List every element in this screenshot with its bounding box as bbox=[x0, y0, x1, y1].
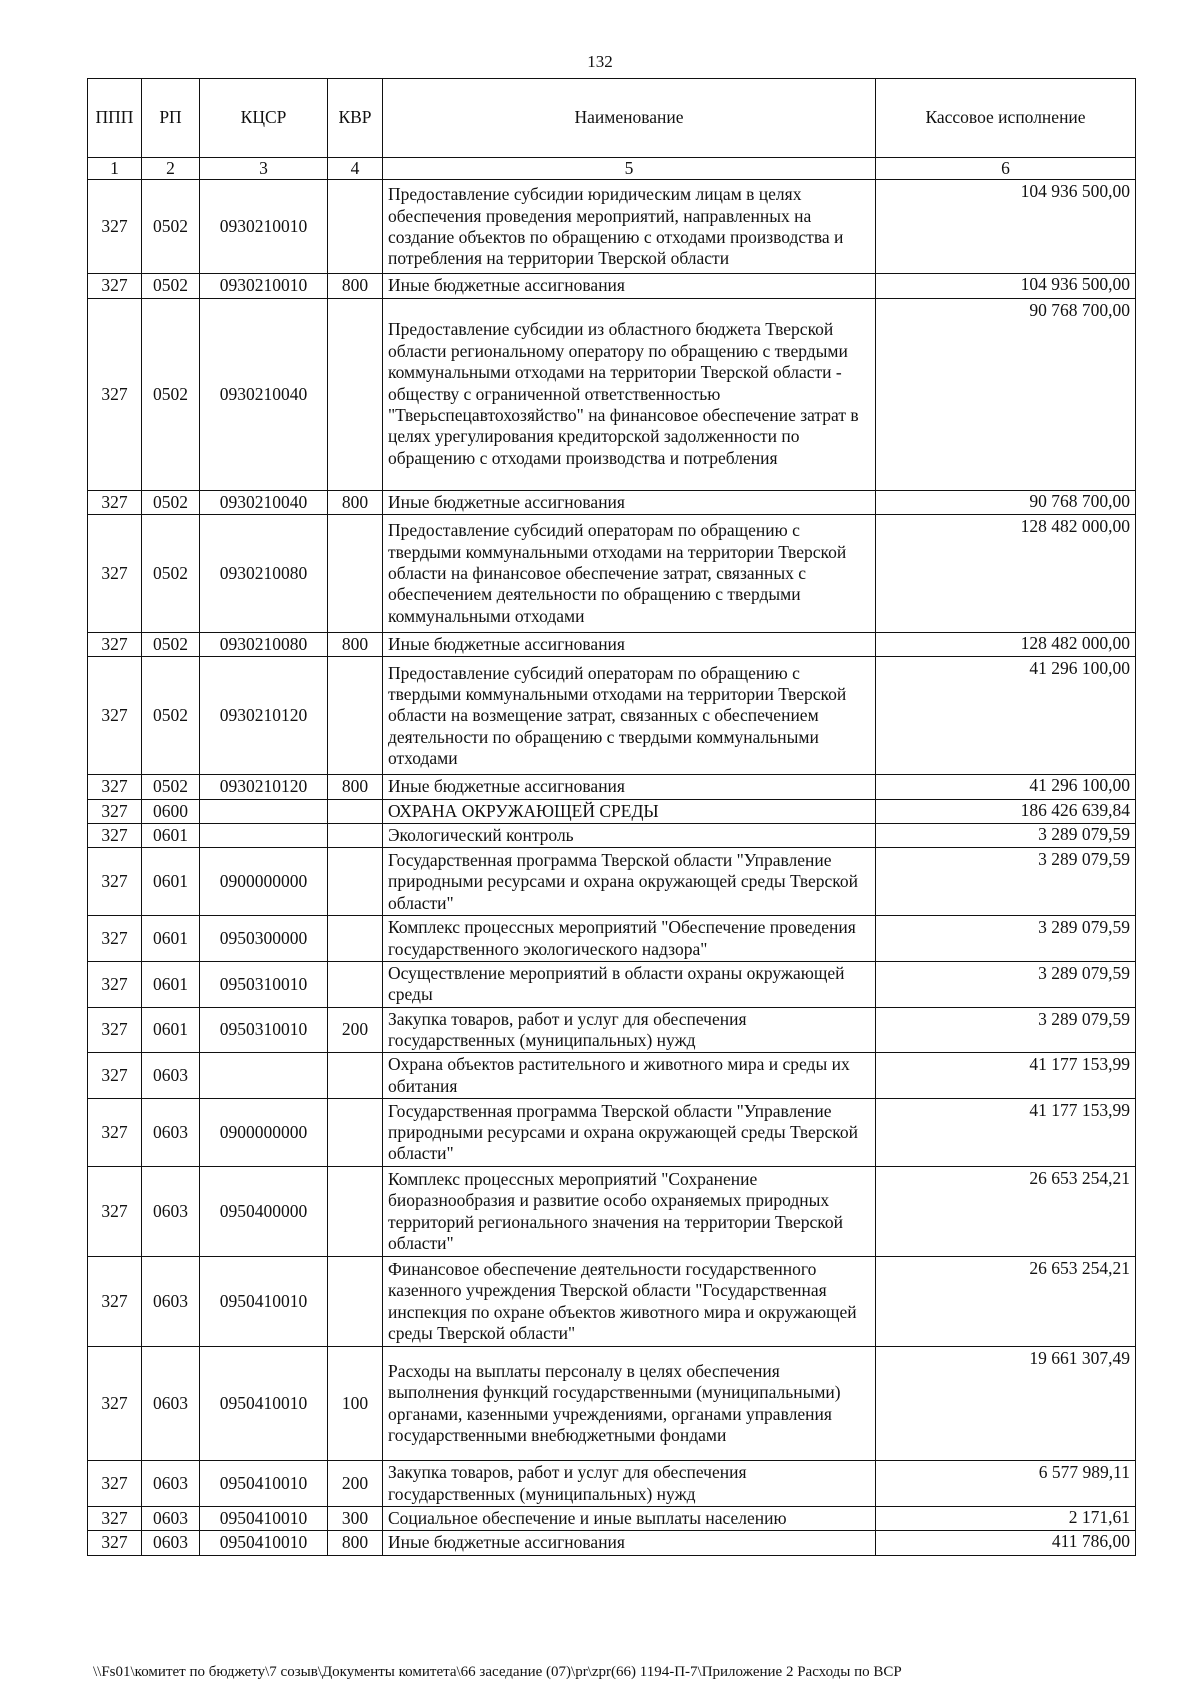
rp-cell: 0603 bbox=[142, 1347, 200, 1461]
kvr-cell: 800 bbox=[328, 775, 383, 799]
header-rp: РП bbox=[142, 79, 200, 158]
kcsr-cell bbox=[200, 799, 328, 823]
table-row bbox=[88, 1461, 1136, 1507]
header-amount: Кассовое исполнение bbox=[876, 79, 1136, 158]
ppp-cell: 327 bbox=[88, 962, 142, 1008]
amount-cell: 3 289 079,59 bbox=[876, 1007, 1136, 1053]
table-row bbox=[88, 1257, 1136, 1347]
rp-cell: 0502 bbox=[142, 633, 200, 657]
kvr-cell: 300 bbox=[328, 1506, 383, 1530]
table-header-row bbox=[88, 79, 1136, 158]
ppp-cell: 327 bbox=[88, 657, 142, 775]
kcsr-cell: 0930210010 bbox=[200, 274, 328, 298]
kvr-cell bbox=[328, 962, 383, 1008]
rp-cell: 0502 bbox=[142, 180, 200, 274]
name-cell: ОХРАНА ОКРУЖАЮЩЕЙ СРЕДЫ bbox=[383, 799, 876, 823]
rp-cell: 0502 bbox=[142, 657, 200, 775]
name-cell: Финансовое обеспечение деятельности государственного казенного учреждения Тверской области "Государственная инспекция по охране объектов животного мира и окружающей среды Тверской области" bbox=[383, 1257, 876, 1347]
table-row bbox=[88, 799, 1136, 823]
ppp-cell: 327 bbox=[88, 824, 142, 848]
kvr-cell: 200 bbox=[328, 1007, 383, 1053]
amount-cell: 19 661 307,49 bbox=[876, 1347, 1136, 1461]
name-cell: Социальное обеспечение и иные выплаты населению bbox=[383, 1506, 876, 1530]
kcsr-cell: 0950410010 bbox=[200, 1257, 328, 1347]
name-cell: Предоставление субсидий операторам по обращению с твердыми коммунальными отходами на территории Тверской области на финансовое обеспечение затрат, связанных с обеспечением деятельности по обращению с твердыми коммунальными отходами bbox=[383, 515, 876, 633]
ppp-cell: 327 bbox=[88, 1167, 142, 1257]
header-name: Наименование bbox=[383, 79, 876, 158]
ppp-cell: 327 bbox=[88, 1099, 142, 1167]
table-row bbox=[88, 180, 1136, 274]
kvr-cell bbox=[328, 657, 383, 775]
kcsr-cell: 0900000000 bbox=[200, 1099, 328, 1167]
kcsr-cell: 0950410010 bbox=[200, 1347, 328, 1461]
table-row bbox=[88, 1053, 1136, 1099]
rp-cell: 0603 bbox=[142, 1531, 200, 1555]
ppp-cell: 327 bbox=[88, 1007, 142, 1053]
table-row bbox=[88, 916, 1136, 962]
amount-cell: 128 482 000,00 bbox=[876, 633, 1136, 657]
rp-cell: 0603 bbox=[142, 1167, 200, 1257]
name-cell: Закупка товаров, работ и услуг для обеспечения государственных (муниципальных) нужд bbox=[383, 1007, 876, 1053]
page-number: 132 bbox=[587, 52, 613, 71]
name-cell: Закупка товаров, работ и услуг для обеспечения государственных (муниципальных) нужд bbox=[383, 1461, 876, 1507]
table-row bbox=[88, 848, 1136, 916]
table-row bbox=[88, 775, 1136, 799]
name-cell: Предоставление субсидий операторам по обращению с твердыми коммунальными отходами на территории Тверской области на возмещение затрат, связанных с обеспечением деятельности по обращению с твердыми коммунальными отходами bbox=[383, 657, 876, 775]
rp-cell: 0603 bbox=[142, 1257, 200, 1347]
kvr-cell: 800 bbox=[328, 274, 383, 298]
rp-cell: 0601 bbox=[142, 848, 200, 916]
amount-cell: 6 577 989,11 bbox=[876, 1461, 1136, 1507]
kvr-cell bbox=[328, 1257, 383, 1347]
kcsr-cell: 0930210040 bbox=[200, 298, 328, 490]
table-row bbox=[88, 633, 1136, 657]
name-cell: Иные бюджетные ассигнования bbox=[383, 1531, 876, 1555]
kcsr-cell: 0930210120 bbox=[200, 775, 328, 799]
name-cell: Расходы на выплаты персоналу в целях обеспечения выполнения функций государственными (муниципальными) органами, казенными учреждениями, органами управления государственными внебюджетными фондами bbox=[383, 1347, 876, 1461]
name-cell: Предоставление субсидии из областного бюджета Тверской области региональному оператору по обращению с твердыми коммунальными отходами на территории Тверской области - обществу с ограниченной ответственностью "Тверьспецавтохозяйство" на финансовое обеспечение затрат в целях урегулирования кредиторской задолженности по обращению с отходами производства и потребления bbox=[383, 298, 876, 490]
kcsr-cell: 0950410010 bbox=[200, 1531, 328, 1555]
rp-cell: 0502 bbox=[142, 515, 200, 633]
table-row bbox=[88, 824, 1136, 848]
table-row bbox=[88, 1531, 1136, 1555]
kvr-cell: 800 bbox=[328, 633, 383, 657]
column-index: 4 bbox=[328, 158, 383, 180]
ppp-cell: 327 bbox=[88, 1531, 142, 1555]
ppp-cell: 327 bbox=[88, 274, 142, 298]
kvr-cell: 800 bbox=[328, 490, 383, 514]
table-row bbox=[88, 1007, 1136, 1053]
table-row bbox=[88, 1167, 1136, 1257]
rp-cell: 0502 bbox=[142, 274, 200, 298]
kvr-cell bbox=[328, 1167, 383, 1257]
table-row bbox=[88, 490, 1136, 514]
name-cell: Иные бюджетные ассигнования bbox=[383, 633, 876, 657]
table-row bbox=[88, 515, 1136, 633]
ppp-cell: 327 bbox=[88, 515, 142, 633]
ppp-cell: 327 bbox=[88, 1506, 142, 1530]
name-cell: Комплекс процессных мероприятий "Сохранение биоразнообразия и развитие особо охраняемых природных территорий регионального значения на территории Тверской области" bbox=[383, 1167, 876, 1257]
footer-file-path: \\Fs01\комитет по бюджету\7 созыв\Документы комитета\66 заседание (07)\pr\zpr(66) 1194-П-7\Приложение 2 Расходы по ВСР bbox=[93, 1664, 902, 1680]
kvr-cell: 100 bbox=[328, 1347, 383, 1461]
kcsr-cell: 0900000000 bbox=[200, 848, 328, 916]
rp-cell: 0603 bbox=[142, 1099, 200, 1167]
amount-cell: 90 768 700,00 bbox=[876, 490, 1136, 514]
rp-cell: 0502 bbox=[142, 490, 200, 514]
kvr-cell bbox=[328, 298, 383, 490]
ppp-cell: 327 bbox=[88, 1257, 142, 1347]
amount-cell: 41 177 153,99 bbox=[876, 1099, 1136, 1167]
amount-cell: 3 289 079,59 bbox=[876, 848, 1136, 916]
kvr-cell bbox=[328, 1053, 383, 1099]
table-row bbox=[88, 1347, 1136, 1461]
ppp-cell: 327 bbox=[88, 775, 142, 799]
name-cell: Комплекс процессных мероприятий "Обеспечение проведения государственного экологического надзора" bbox=[383, 916, 876, 962]
name-cell: Предоставление субсидии юридическим лицам в целях обеспечения проведения мероприятий, направленных на создание объектов по обращению с отходами производства и потребления на территории Тверской области bbox=[383, 180, 876, 274]
amount-cell: 41 177 153,99 bbox=[876, 1053, 1136, 1099]
kvr-cell bbox=[328, 515, 383, 633]
amount-cell: 26 653 254,21 bbox=[876, 1167, 1136, 1257]
name-cell: Осуществление мероприятий в области охраны окружающей среды bbox=[383, 962, 876, 1008]
name-cell: Экологический контроль bbox=[383, 824, 876, 848]
column-index: 2 bbox=[142, 158, 200, 180]
ppp-cell: 327 bbox=[88, 1461, 142, 1507]
amount-cell: 90 768 700,00 bbox=[876, 298, 1136, 490]
kvr-cell: 200 bbox=[328, 1461, 383, 1507]
kcsr-cell: 0950410010 bbox=[200, 1506, 328, 1530]
name-cell: Государственная программа Тверской области "Управление природными ресурсами и охрана окружающей среды Тверской области" bbox=[383, 1099, 876, 1167]
rp-cell: 0603 bbox=[142, 1506, 200, 1530]
column-index: 5 bbox=[383, 158, 876, 180]
kcsr-cell: 0930210010 bbox=[200, 180, 328, 274]
kvr-cell: 800 bbox=[328, 1531, 383, 1555]
kcsr-cell: 0930210120 bbox=[200, 657, 328, 775]
column-index: 1 bbox=[88, 158, 142, 180]
amount-cell: 411 786,00 bbox=[876, 1531, 1136, 1555]
amount-cell: 41 296 100,00 bbox=[876, 775, 1136, 799]
column-index: 6 bbox=[876, 158, 1136, 180]
table-row bbox=[88, 274, 1136, 298]
amount-cell: 128 482 000,00 bbox=[876, 515, 1136, 633]
kcsr-cell: 0930210040 bbox=[200, 490, 328, 514]
kvr-cell bbox=[328, 916, 383, 962]
kcsr-cell bbox=[200, 824, 328, 848]
kvr-cell bbox=[328, 824, 383, 848]
ppp-cell: 327 bbox=[88, 1053, 142, 1099]
ppp-cell: 327 bbox=[88, 1347, 142, 1461]
kvr-cell bbox=[328, 799, 383, 823]
ppp-cell: 327 bbox=[88, 633, 142, 657]
header-ppp: ППП bbox=[88, 79, 142, 158]
kcsr-cell: 0950310010 bbox=[200, 962, 328, 1008]
ppp-cell: 327 bbox=[88, 916, 142, 962]
kcsr-cell: 0950400000 bbox=[200, 1167, 328, 1257]
rp-cell: 0603 bbox=[142, 1461, 200, 1507]
kvr-cell bbox=[328, 180, 383, 274]
column-index: 3 bbox=[200, 158, 328, 180]
amount-cell: 186 426 639,84 bbox=[876, 799, 1136, 823]
name-cell: Иные бюджетные ассигнования bbox=[383, 490, 876, 514]
ppp-cell: 327 bbox=[88, 848, 142, 916]
kcsr-cell: 0950410010 bbox=[200, 1461, 328, 1507]
table-row bbox=[88, 1506, 1136, 1530]
ppp-cell: 327 bbox=[88, 298, 142, 490]
amount-cell: 104 936 500,00 bbox=[876, 274, 1136, 298]
header-kvr: КВР bbox=[328, 79, 383, 158]
ppp-cell: 327 bbox=[88, 799, 142, 823]
kcsr-cell: 0950300000 bbox=[200, 916, 328, 962]
rp-cell: 0601 bbox=[142, 962, 200, 1008]
rp-cell: 0600 bbox=[142, 799, 200, 823]
name-cell: Государственная программа Тверской области "Управление природными ресурсами и охрана окружающей среды Тверской области" bbox=[383, 848, 876, 916]
kcsr-cell: 0930210080 bbox=[200, 515, 328, 633]
name-cell: Охрана объектов растительного и животного мира и среды их обитания bbox=[383, 1053, 876, 1099]
column-index-row bbox=[88, 158, 1136, 180]
amount-cell: 3 289 079,59 bbox=[876, 916, 1136, 962]
amount-cell: 26 653 254,21 bbox=[876, 1257, 1136, 1347]
table-row bbox=[88, 657, 1136, 775]
header-kcsr: КЦСР bbox=[200, 79, 328, 158]
kvr-cell bbox=[328, 1099, 383, 1167]
kcsr-cell: 0930210080 bbox=[200, 633, 328, 657]
table-row bbox=[88, 298, 1136, 490]
rp-cell: 0603 bbox=[142, 1053, 200, 1099]
kcsr-cell: 0950310010 bbox=[200, 1007, 328, 1053]
name-cell: Иные бюджетные ассигнования bbox=[383, 274, 876, 298]
ppp-cell: 327 bbox=[88, 490, 142, 514]
rp-cell: 0601 bbox=[142, 1007, 200, 1053]
amount-cell: 104 936 500,00 bbox=[876, 180, 1136, 274]
name-cell: Иные бюджетные ассигнования bbox=[383, 775, 876, 799]
amount-cell: 2 171,61 bbox=[876, 1506, 1136, 1530]
table-row bbox=[88, 962, 1136, 1008]
rp-cell: 0601 bbox=[142, 916, 200, 962]
amount-cell: 3 289 079,59 bbox=[876, 824, 1136, 848]
kcsr-cell bbox=[200, 1053, 328, 1099]
rp-cell: 0502 bbox=[142, 775, 200, 799]
table-row bbox=[88, 1099, 1136, 1167]
rp-cell: 0502 bbox=[142, 298, 200, 490]
rp-cell: 0601 bbox=[142, 824, 200, 848]
amount-cell: 3 289 079,59 bbox=[876, 962, 1136, 1008]
ppp-cell: 327 bbox=[88, 180, 142, 274]
budget-table bbox=[87, 78, 1136, 1556]
amount-cell: 41 296 100,00 bbox=[876, 657, 1136, 775]
kvr-cell bbox=[328, 848, 383, 916]
